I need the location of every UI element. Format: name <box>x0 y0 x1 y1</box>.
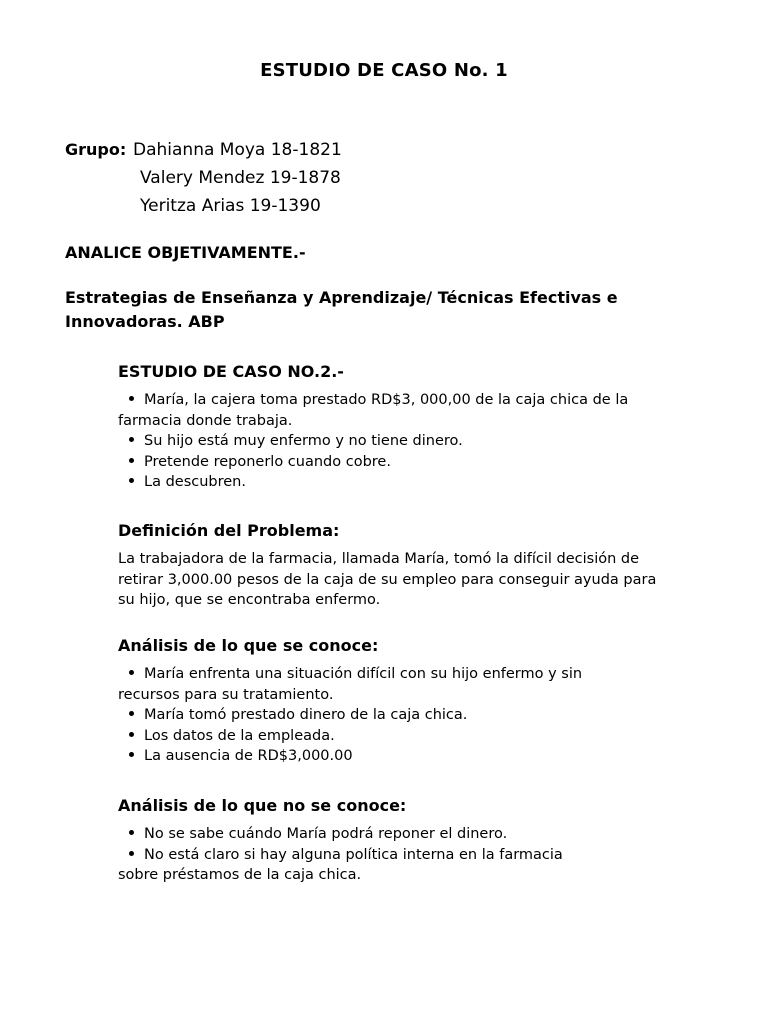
list-item-continuation <box>118 411 658 432</box>
section-heading: Análisis de lo que se conoce: <box>118 636 379 655</box>
group-row-1 <box>65 136 342 164</box>
list-item <box>118 824 658 845</box>
list-item-text: La descubren. <box>144 474 246 490</box>
bullet-list <box>118 390 658 493</box>
document-title: ESTUDIO DE CASO No. 1 <box>260 60 508 81</box>
bullet-icon <box>129 670 134 675</box>
group-member: Yeritza Arias 19-1390 <box>140 196 321 216</box>
list-item <box>118 746 658 767</box>
list-item <box>118 390 658 411</box>
bullet-icon <box>129 478 134 483</box>
list-item-continuation <box>118 685 658 706</box>
list-item-continuation <box>118 865 658 886</box>
list-item-text: Su hijo está muy enfermo y no tiene dinero. <box>144 433 463 449</box>
list-item <box>118 431 658 452</box>
list-item-text: María enfrenta una situación difícil con su hijo enfermo y sin <box>144 666 583 682</box>
bullet-icon <box>129 830 134 835</box>
list-item-text: La ausencia de RD$3,000.00 <box>144 748 353 764</box>
section-heading: Análisis de lo que no se conoce: <box>118 796 407 815</box>
bullet-icon <box>129 437 134 442</box>
bullet-list <box>118 824 658 886</box>
list-item-text: sobre préstamos de la caja chica. <box>118 867 362 883</box>
bullet-list <box>118 664 658 767</box>
section-estudio-caso-2 <box>118 360 658 493</box>
section-definicion-problema <box>118 519 658 611</box>
list-item <box>118 472 658 493</box>
list-item <box>118 705 658 726</box>
section-heading: Definición del Problema: <box>118 521 340 540</box>
bullet-icon <box>129 458 134 463</box>
section-analisis-no-conoce <box>118 794 658 886</box>
group-row-3 <box>65 192 342 220</box>
section-heading: ESTUDIO DE CASO NO.2.- <box>118 362 344 381</box>
group-member: Valery Mendez 19-1878 <box>140 168 341 188</box>
bullet-icon <box>129 732 134 737</box>
group-label: Grupo: <box>65 140 127 159</box>
list-item <box>118 452 658 473</box>
bullet-icon <box>129 396 134 401</box>
list-item-text: farmacia donde trabaja. <box>118 412 293 429</box>
heading-analice: ANALICE OBJETIVAMENTE.- <box>65 243 306 262</box>
list-item-text: No está claro si hay alguna política interna en la farmacia <box>144 846 563 863</box>
list-item <box>118 726 658 747</box>
list-item <box>118 664 658 685</box>
list-item-text: recursos para su tratamiento. <box>118 686 334 703</box>
bullet-icon <box>129 752 134 757</box>
bullet-icon <box>129 851 134 856</box>
list-item-text: María tomó prestado dinero de la caja chica. <box>144 707 468 723</box>
list-item-text: Los datos de la empleada. <box>144 727 335 744</box>
group-block <box>65 136 342 220</box>
list-item-text: María, la cajera toma prestado RD$3, 000,00 de la caja chica de la <box>144 392 629 408</box>
group-member: Dahianna Moya 18-1821 <box>133 140 342 160</box>
heading-estrategias: Estrategias de Enseñanza y Aprendizaje/ Técnicas Efectivas e Innovadoras. ABP <box>65 288 618 331</box>
list-item <box>118 845 658 866</box>
paragraph: La trabajadora de la farmacia, llamada María, tomó la difícil decisión de retirar 3,000.00 pesos de la caja de su empleo para conseguir ayuda para su hijo, que se encontraba enfermo. <box>118 551 657 608</box>
section-analisis-conoce <box>118 634 658 767</box>
bullet-icon <box>129 711 134 716</box>
list-item-text: No se sabe cuándo María podrá reponer el dinero. <box>144 826 508 842</box>
list-item-text: Pretende reponerlo cuando cobre. <box>144 453 391 470</box>
group-row-2 <box>65 164 342 192</box>
